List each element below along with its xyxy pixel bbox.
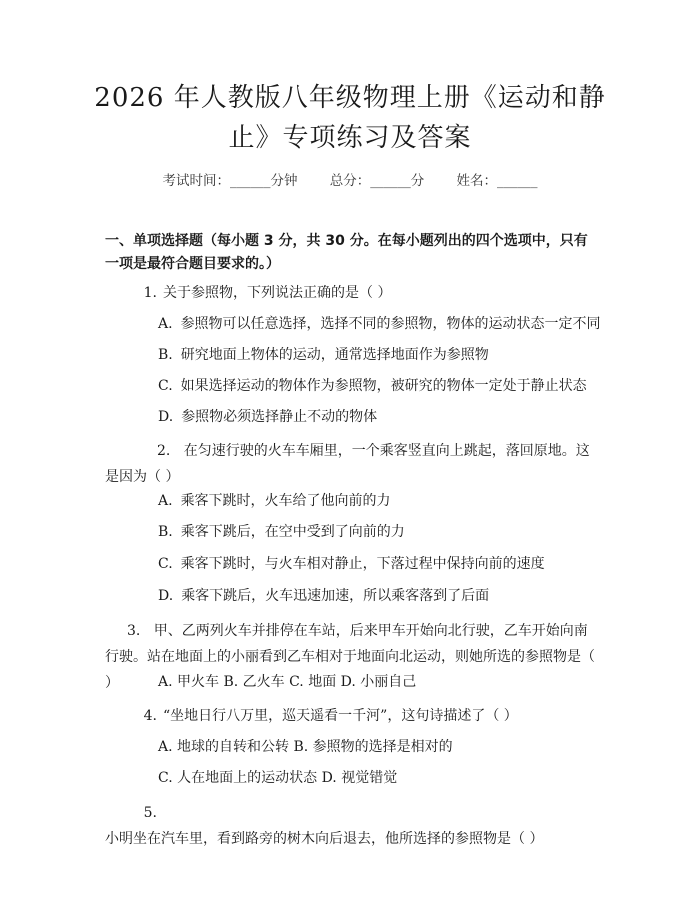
score-unit: 分 [410,173,425,189]
title-line-2: 止》专项练习及答案 [228,123,472,153]
question-stem: 关于参照物，下列说法正确的是（ ） [163,285,392,301]
option-1c: C. 如果选择运动的物体作为参照物，被研究的物体一定处于静止状态 [158,378,587,394]
question-number: 5. [143,805,157,821]
option-2a: A. 乘客下跳时，火车给了他向前的力 [158,493,391,509]
question-stem: “坐地日行八万里，巡天遥看一千河”，这句诗描述了（ ） [163,708,518,724]
question-stem: 小明坐在汽车里，看到路旁的树木向后退去，他所选择的参照物是（ ） [105,831,544,847]
time-label: 考试时间： [162,173,230,189]
option-1b: B. 研究地面上物体的运动，通常选择地面作为参照物 [158,347,489,363]
question-stem: 甲、乙两列火车并排停在车站，后来甲车开始向北行驶，乙车开始向南行驶。站在地面上的小丽看到乙车相对于地面向北运动，则她所选的参照物是（ ） [105,623,595,691]
exam-time [162,173,297,189]
exam-meta [0,169,700,189]
time-blank: ______ [229,173,271,189]
name-blank: ______ [497,173,538,189]
options-4-line-2: C. 人在地面上的运动状态 D. 视觉错觉 [158,770,398,786]
options-4-line-1: A. 地球的自转和公转 B. 参照物的选择是相对的 [158,739,453,755]
score-blank: ______ [370,173,411,189]
section-title: 一、单项选择题（每小题 3 分，共 30 分。在每小题列出的四个选项中，只有一项是最符合题目要求的。） [105,233,588,272]
question-5 [105,800,600,852]
question-number: 3. [127,623,141,639]
question-number: 4. [143,708,157,724]
option-2d: D. 乘客下跳后，火车迅速加速，所以乘客落到了后面 [158,588,490,604]
option-1d: D. 参照物必须选择静止不动的物体 [158,409,378,425]
question-stem: 在匀速行驶的火车车厢里，一个乘客竖直向上跳起，落回原地。这是因为（ ） [105,443,590,485]
option-2c: C. 乘客下跳时，与火车相对静止，下落过程中保持向前的速度 [158,556,545,572]
option-1a: A. 参照物可以任意选择，选择不同的参照物，物体的运动状态一定不同 [158,316,601,332]
title-line-1: 2026 年人教版八年级物理上册《运动和静 [94,83,606,113]
exam-score [330,173,425,189]
exam-name [457,173,538,189]
question-number: 1. [143,285,157,301]
question-4 [105,703,600,729]
options-3: A. 甲火车 B. 乙火车 C. 地面 D. 小丽自己 [158,674,417,690]
name-label: 姓名： [456,173,498,189]
question-number: 2. [157,443,171,459]
question-2 [105,438,600,490]
time-unit: 分钟 [270,173,298,189]
option-2b: B. 乘客下跳后，在空中受到了向前的力 [158,524,405,540]
score-label: 总分： [329,173,371,189]
page-title [60,78,640,158]
question-1 [105,280,600,306]
